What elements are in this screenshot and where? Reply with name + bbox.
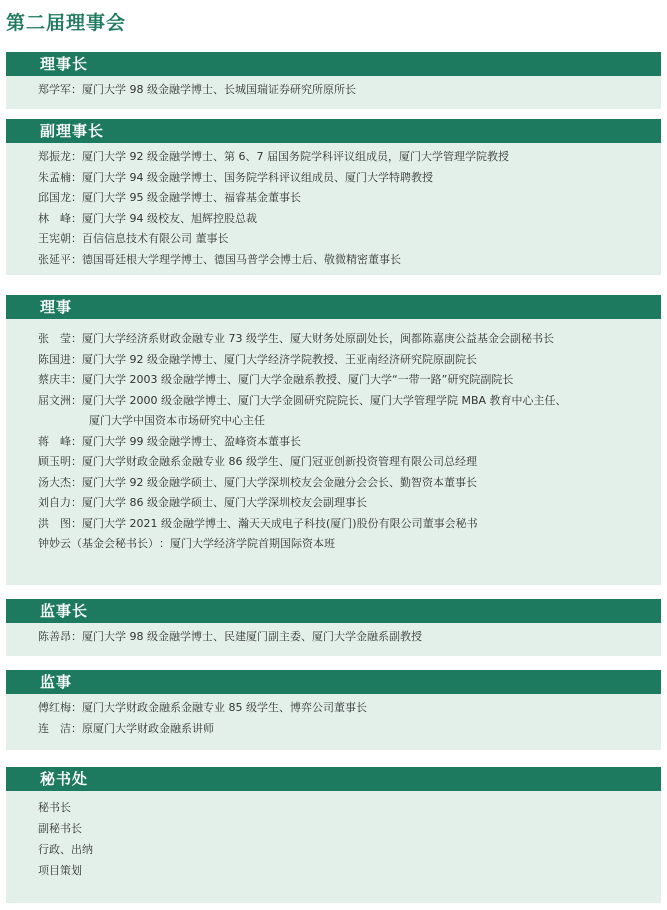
member-desc: 厦门大学 95 级金融学博士、福睿基金董事长 xyxy=(82,191,301,204)
member-name: 傅红梅 xyxy=(38,701,71,714)
section-heading: 理事 xyxy=(6,295,661,319)
member-entry: 郑振龙：厦门大学 92 级金融学博士、第 6、7 届国务院学科评议组成员，厦门大学管理学院教授 xyxy=(38,147,661,168)
member-list xyxy=(6,623,661,648)
member-name: 刘自力 xyxy=(38,496,71,509)
member-name: 蒋 峰 xyxy=(38,434,71,448)
member-name: 张延平 xyxy=(38,252,71,266)
member-entry: 王宪朝：百信信息技术有限公司 董事长 xyxy=(38,229,661,250)
member-entry: 屈文洲：厦门大学 2000 级金融学博士、厦门大学金圆研究院院长、厦门大学管理学院 MBA 教育中心主任、 xyxy=(38,391,661,412)
member-entry: 陈国进：厦门大学 92 级金融学博士、厦门大学经济学院教授、王亚南经济研究院原副院长 xyxy=(38,350,661,371)
member-name: 邱国龙 xyxy=(38,191,71,204)
secretariat-role: 项目策划 xyxy=(38,864,82,877)
member-name: 洪 图 xyxy=(38,516,71,530)
member-name: 郑学军 xyxy=(38,83,71,96)
member-desc: 厦门大学 92 级金融学硕士、厦门大学深圳校友会金融分会会长、勤智资本董事长 xyxy=(82,475,477,489)
member-entry: 蔡庆丰：厦门大学 2003 级金融学博士、厦门大学金融系教授、厦门大学“一带一路”研究院副院长 xyxy=(38,370,661,391)
member-desc: 厦门大学 92 级金融学博士、厦门大学经济学院教授、王亚南经济研究院原副院长 xyxy=(82,352,477,366)
member-entry: 朱孟楠：厦门大学 94 级金融学博士、国务院学科评议组成员、厦门大学特聘教授 xyxy=(38,168,661,189)
member-name: 屈文洲 xyxy=(38,393,71,407)
member-desc: 厦门大学 86 级金融学硕士、厦门大学深圳校友会副理事长 xyxy=(82,496,367,509)
member-entry: 陈善昂：厦门大学 98 级金融学博士、民建厦门副主委、厦门大学金融系副教授 xyxy=(38,627,661,648)
member-desc: 厦门大学 94 级金融学博士、国务院学科评议组成员、厦门大学特聘教授 xyxy=(82,170,433,184)
member-list xyxy=(6,76,661,101)
section-supervisors xyxy=(6,670,661,750)
member-name: 陈善昂 xyxy=(38,630,71,643)
member-desc: 厦门大学经济学院首期国际资本班 xyxy=(170,537,335,550)
member-name: 陈国进 xyxy=(38,352,71,366)
member-entry: 蒋 峰：厦门大学 99 级金融学博士、盈峰资本董事长 xyxy=(38,432,661,453)
member-desc: 厦门大学 98 级金融学博士、长城国瑞证券研究所原所长 xyxy=(82,83,356,96)
member-name: 朱孟楠 xyxy=(38,170,71,184)
member-entry: 邱国龙：厦门大学 95 级金融学博士、福睿基金董事长 xyxy=(38,188,661,209)
secretariat-role: 行政、出纳 xyxy=(38,843,93,856)
section-vice-chair xyxy=(6,119,661,275)
member-entry: 郑学军：厦门大学 98 级金融学博士、长城国瑞证券研究所原所长 xyxy=(38,80,661,101)
member-name: 林 峰 xyxy=(38,211,71,225)
section-heading: 理事长 xyxy=(6,52,661,76)
member-desc: 德国哥廷根大学理学博士、德国马普学会博士后、敬微精密董事长 xyxy=(82,252,401,266)
member-list xyxy=(6,694,661,739)
member-desc: 百信信息技术有限公司 董事长 xyxy=(82,232,229,245)
member-entry: 连 洁：原厦门大学财政金融系讲师 xyxy=(38,719,661,740)
member-name: 钟妙云（基金会秘书长） xyxy=(38,537,159,550)
member-desc: 厦门大学 2003 级金融学博士、厦门大学金融系教授、厦门大学“一带一路”研究院副院长 xyxy=(82,373,514,386)
member-entry: 汤大杰：厦门大学 92 级金融学硕士、厦门大学深圳校友会金融分会会长、勤智资本董事长 xyxy=(38,473,661,494)
member-desc: 原厦门大学财政金融系讲师 xyxy=(82,721,214,735)
member-entry-continuation: 厦门大学中国资本市场研究中心主任 xyxy=(89,414,265,427)
member-entry: 钟妙云（基金会秘书长）：厦门大学经济学院首期国际资本班 xyxy=(38,534,661,555)
section-heading: 副理事长 xyxy=(6,119,661,143)
member-desc: 厦门大学 2021 级金融学博士、瀚天天成电子科技(厦门)股份有限公司董事会秘书 xyxy=(82,516,478,530)
section-chair xyxy=(6,52,661,109)
secretariat-list xyxy=(6,791,661,881)
member-entry: 刘自力：厦门大学 86 级金融学硕士、厦门大学深圳校友会副理事长 xyxy=(38,493,661,514)
member-entry: 顾玉明：厦门大学财政金融系金融专业 86 级学生、厦门冠亚创新投资管理有限公司总经理 xyxy=(38,452,661,473)
section-directors xyxy=(6,295,661,585)
member-desc: 厦门大学 98 级金融学博士、民建厦门副主委、厦门大学金融系副教授 xyxy=(82,630,422,643)
member-desc: 厦门大学财政金融系金融专业 86 级学生、厦门冠亚创新投资管理有限公司总经理 xyxy=(82,455,477,468)
secretariat-role: 副秘书长 xyxy=(38,822,82,835)
section-secretariat xyxy=(6,767,661,903)
section-heading: 监事 xyxy=(6,670,661,694)
member-name: 王宪朝 xyxy=(38,232,71,245)
member-name: 汤大杰 xyxy=(38,475,71,489)
member-entry: 洪 图：厦门大学 2021 级金融学博士、瀚天天成电子科技(厦门)股份有限公司董事会秘书 xyxy=(38,514,661,535)
section-heading: 监事长 xyxy=(6,599,661,623)
member-entry: 张延平：德国哥廷根大学理学博士、德国马普学会博士后、敬微精密董事长 xyxy=(38,250,661,271)
member-name: 张 莹 xyxy=(38,332,71,345)
member-entry: 傅红梅：厦门大学财政金融系金融专业 85 级学生、博弈公司董事长 xyxy=(38,698,661,719)
member-desc: 厦门大学 99 级金融学博士、盈峰资本董事长 xyxy=(82,434,301,448)
member-desc: 厦门大学财政金融系金融专业 85 级学生、博弈公司董事长 xyxy=(82,701,367,714)
member-desc: 厦门大学 2000 级金融学博士、厦门大学金圆研究院院长、厦门大学管理学院 MBA 教育中心主任、 xyxy=(82,393,567,407)
section-heading: 秘书处 xyxy=(6,767,661,791)
member-desc: 厦门大学 92 级金融学博士、第 6、7 届国务院学科评议组成员，厦门大学管理学院教授 xyxy=(82,150,509,163)
member-desc: 厦门大学 94 级校友、旭辉控股总裁 xyxy=(82,211,257,225)
member-name: 连 洁 xyxy=(38,721,71,735)
secretariat-role: 秘书长 xyxy=(38,801,71,814)
member-name: 顾玉明 xyxy=(38,455,71,468)
section-supervisor-chief xyxy=(6,599,661,656)
member-name: 郑振龙 xyxy=(38,150,71,163)
member-name: 蔡庆丰 xyxy=(38,373,71,386)
member-entry: 林 峰：厦门大学 94 级校友、旭辉控股总裁 xyxy=(38,209,661,230)
member-entry: 张 莹：厦门大学经济系财政金融专业 73 级学生、厦大财务处原副处长，闽都陈嘉庚公益基金会副秘书长 xyxy=(38,329,661,350)
member-desc: 厦门大学经济系财政金融专业 73 级学生、厦大财务处原副处长，闽都陈嘉庚公益基金会副秘书长 xyxy=(82,332,554,345)
member-list xyxy=(6,319,661,555)
member-list xyxy=(6,143,661,270)
page-title: 第二届理事会 xyxy=(6,12,127,34)
